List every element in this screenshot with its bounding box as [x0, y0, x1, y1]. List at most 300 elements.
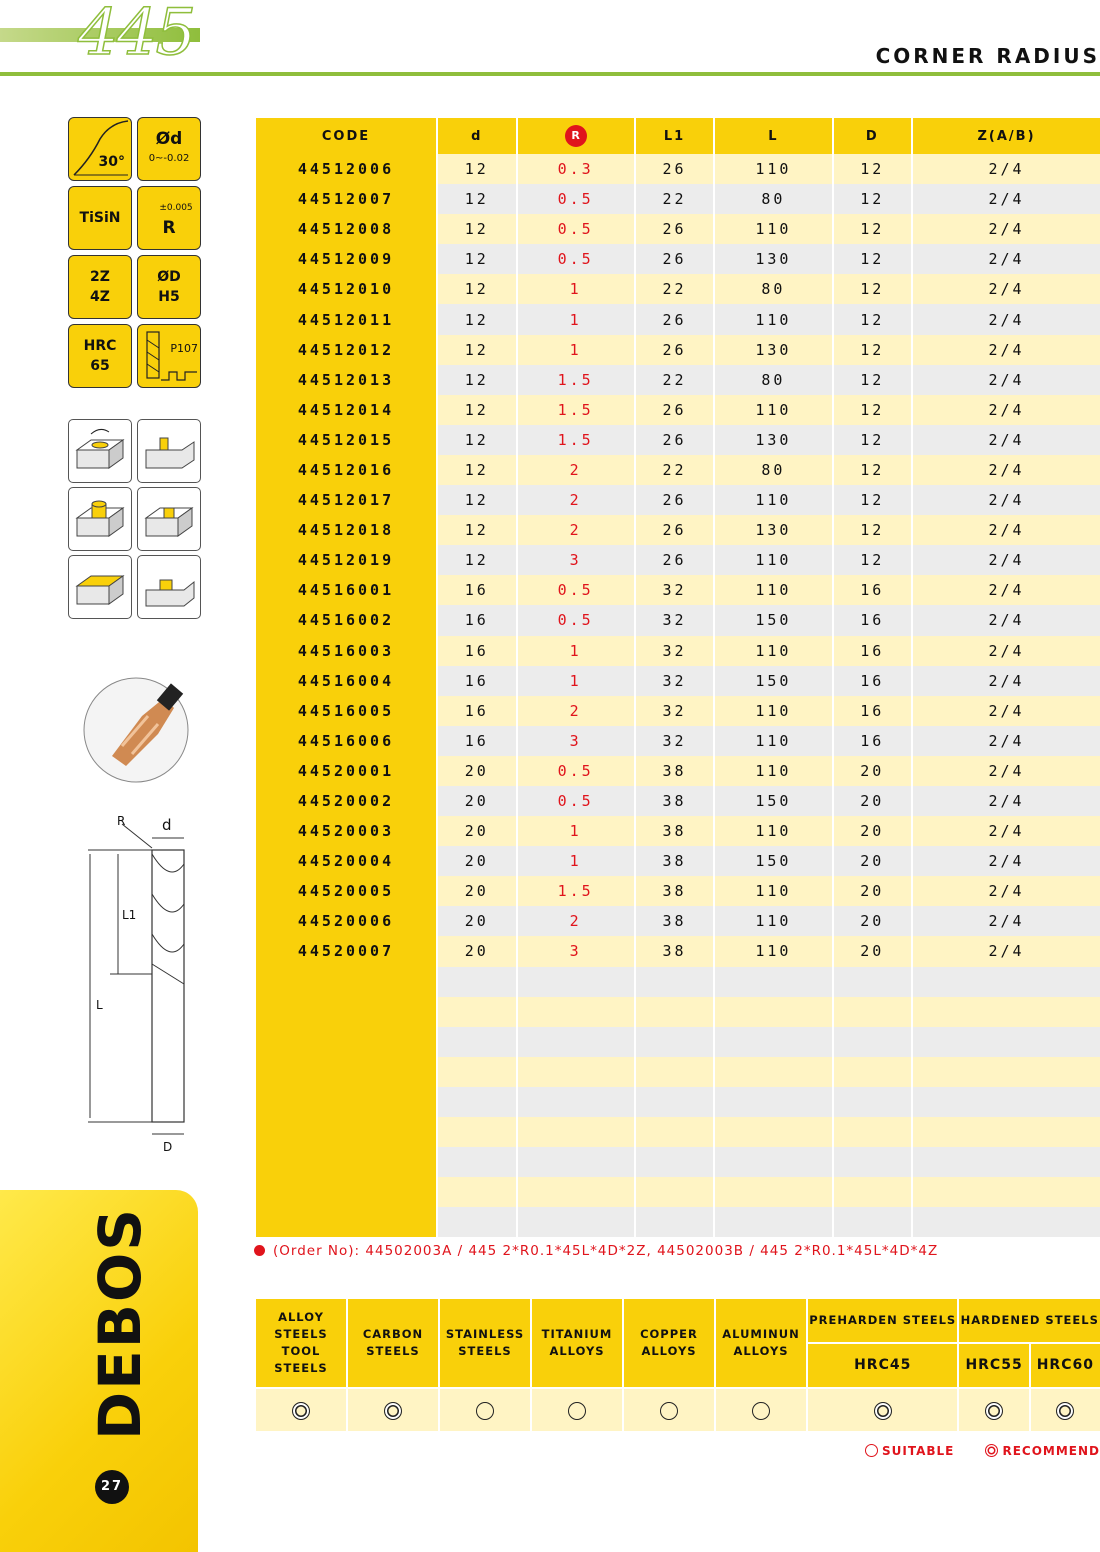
table-cell: 44512012: [256, 335, 436, 365]
table-cell: 12: [438, 154, 516, 184]
table-row: [256, 575, 1100, 605]
table-cell-empty: [636, 1087, 714, 1117]
rating-cell: [348, 1389, 438, 1431]
table-cell: 44512006: [256, 154, 436, 184]
table-cell: 12: [834, 515, 912, 545]
table-cell-empty: [636, 1207, 714, 1237]
table-cell: 20: [438, 876, 516, 906]
table-cell: 12: [438, 274, 516, 304]
table-cell: 2/4: [913, 726, 1100, 756]
table-cell: 12: [834, 455, 912, 485]
table-cell-empty: [913, 1207, 1100, 1237]
table-cell: 130: [715, 335, 831, 365]
header-divider: [0, 72, 1100, 76]
table-cell: 2/4: [913, 485, 1100, 515]
table-cell: 2/4: [913, 575, 1100, 605]
rating-cell: [532, 1389, 622, 1431]
table-cell-empty: [715, 997, 831, 1027]
mat-hrc55: HRC55: [959, 1344, 1028, 1387]
table-cell: 110: [715, 485, 831, 515]
table-row: [256, 726, 1100, 756]
diagram-label-l: L: [96, 998, 103, 1012]
table-cell: 16: [834, 605, 912, 635]
shank-tolerance-tile: [137, 255, 201, 319]
table-cell: 26: [636, 214, 714, 244]
table-cell: 1.5: [518, 395, 634, 425]
table-cell-empty: [438, 1027, 516, 1057]
table-cell: 44512017: [256, 485, 436, 515]
rating-cell: [716, 1389, 806, 1431]
bullet-icon: [254, 1245, 265, 1256]
table-cell-empty: [715, 1207, 831, 1237]
table-cell: 12: [438, 304, 516, 334]
table-cell: 16: [834, 666, 912, 696]
table-cell: 38: [636, 756, 714, 786]
table-cell: 16: [438, 575, 516, 605]
table-cell: 80: [715, 274, 831, 304]
mat-hardened-group: HARDENED STEELS: [959, 1299, 1100, 1342]
table-cell: 110: [715, 876, 831, 906]
table-cell: 38: [636, 876, 714, 906]
table-cell: 44520007: [256, 936, 436, 966]
mat-hrc45: HRC45: [808, 1344, 957, 1387]
table-row: [256, 214, 1100, 244]
col-r: [518, 118, 634, 154]
radius-label: R: [162, 218, 176, 238]
table-cell: 110: [715, 304, 831, 334]
operation-boss-icon: [68, 487, 132, 551]
table-cell: 44516004: [256, 666, 436, 696]
table-cell: 2/4: [913, 936, 1100, 966]
table-cell-empty: [256, 1147, 436, 1177]
table-row: [256, 154, 1100, 184]
table-cell: 12: [438, 365, 516, 395]
table-cell: 110: [715, 936, 831, 966]
table-cell: 110: [715, 816, 831, 846]
table-cell-empty: [518, 1147, 634, 1177]
table-cell: 26: [636, 304, 714, 334]
table-cell: 12: [834, 244, 912, 274]
table-cell: 44512011: [256, 304, 436, 334]
table-cell: 2/4: [913, 666, 1100, 696]
table-cell: 3: [518, 545, 634, 575]
table-cell: 12: [438, 425, 516, 455]
table-cell-empty: [636, 967, 714, 997]
table-cell-empty: [438, 1207, 516, 1237]
page-ref-value: P107: [170, 342, 198, 355]
diagram-label-d: d: [162, 816, 172, 834]
table-row: [256, 696, 1100, 726]
table-cell: 16: [438, 666, 516, 696]
table-cell: 44512014: [256, 395, 436, 425]
table-cell: 12: [834, 184, 912, 214]
table-cell: 16: [834, 575, 912, 605]
table-cell: 12: [834, 154, 912, 184]
table-cell-empty: [256, 1177, 436, 1207]
table-cell: 44520004: [256, 846, 436, 876]
table-cell: 26: [636, 425, 714, 455]
table-row: [256, 485, 1100, 515]
table-cell: 1: [518, 666, 634, 696]
table-cell: 12: [834, 365, 912, 395]
table-cell: 2/4: [913, 274, 1100, 304]
rating-row: [256, 1389, 1100, 1431]
helix-angle-tile: [68, 117, 132, 181]
table-cell: 38: [636, 906, 714, 936]
table-cell: 2/4: [913, 154, 1100, 184]
legend-recommend: RECOMMEND: [1002, 1444, 1100, 1458]
table-cell: 110: [715, 636, 831, 666]
table-cell-empty: [438, 1147, 516, 1177]
table-cell: 3: [518, 936, 634, 966]
table-cell-empty: [834, 967, 912, 997]
table-cell-empty: [518, 1087, 634, 1117]
suitable-icon: [568, 1402, 586, 1420]
table-cell-empty: [438, 1057, 516, 1087]
col-dd: D: [834, 118, 912, 154]
table-cell: 1: [518, 304, 634, 334]
table-cell-empty: [438, 997, 516, 1027]
table-cell: 3: [518, 726, 634, 756]
table-cell-empty: [715, 967, 831, 997]
rating-cell: [440, 1389, 530, 1431]
table-row: [256, 756, 1100, 786]
table-cell: 44516003: [256, 636, 436, 666]
legend: [865, 1444, 1100, 1458]
table-row: [256, 816, 1100, 846]
table-cell: 1.5: [518, 876, 634, 906]
table-cell-empty: [636, 1117, 714, 1147]
table-cell: 12: [438, 485, 516, 515]
mat-copper: COPPER ALLOYS: [624, 1299, 714, 1387]
suitable-icon: [752, 1402, 770, 1420]
table-cell: 2/4: [913, 636, 1100, 666]
table-cell: 2: [518, 515, 634, 545]
table-row: [256, 425, 1100, 455]
table-cell: 150: [715, 666, 831, 696]
tool-photo: [82, 676, 190, 784]
table-cell: 26: [636, 485, 714, 515]
table-cell-empty: [636, 1027, 714, 1057]
table-row-empty: [256, 1147, 1100, 1177]
recommend-icon: [1056, 1402, 1074, 1420]
table-cell-empty: [438, 967, 516, 997]
table-cell: 44512015: [256, 425, 436, 455]
table-cell: 38: [636, 786, 714, 816]
table-cell: 20: [834, 936, 912, 966]
table-cell: 20: [438, 786, 516, 816]
table-cell: 38: [636, 846, 714, 876]
table-cell: 22: [636, 455, 714, 485]
table-cell: 2/4: [913, 395, 1100, 425]
table-cell: 12: [834, 485, 912, 515]
radius-tolerance-tile: [137, 186, 201, 250]
suitable-icon: [865, 1444, 878, 1457]
table-cell-empty: [834, 1147, 912, 1177]
table-cell-empty: [438, 1087, 516, 1117]
diameter-label: Ød: [155, 129, 183, 149]
series-number: 445: [78, 0, 195, 70]
table-cell: 16: [834, 696, 912, 726]
table-cell: 110: [715, 696, 831, 726]
diameter-tolerance-tile: [137, 117, 201, 181]
table-cell: 110: [715, 545, 831, 575]
table-cell: 22: [636, 184, 714, 214]
table-cell-empty: [834, 1027, 912, 1057]
table-cell: 38: [636, 816, 714, 846]
table-cell: 2: [518, 906, 634, 936]
table-cell: 110: [715, 726, 831, 756]
recommend-icon: [985, 1444, 998, 1457]
table-cell: 16: [834, 726, 912, 756]
product-table: [254, 118, 1100, 1237]
table-cell: 44512013: [256, 365, 436, 395]
table-row: [256, 786, 1100, 816]
table-row-empty: [256, 1027, 1100, 1057]
diameter-tolerance-value: 0~-0.02: [148, 153, 190, 164]
table-cell: 12: [438, 184, 516, 214]
table-cell-empty: [715, 1117, 831, 1147]
table-cell: 44520006: [256, 906, 436, 936]
table-cell-empty: [438, 1117, 516, 1147]
coating-value: TiSiN: [79, 210, 121, 226]
mat-hrc60: HRC60: [1031, 1344, 1100, 1387]
table-row: [256, 304, 1100, 334]
hardness-value: 65: [90, 358, 110, 374]
table-cell-empty: [256, 1087, 436, 1117]
table-cell: 26: [636, 545, 714, 575]
hardness-tile: [68, 324, 132, 388]
table-cell: 12: [834, 545, 912, 575]
table-cell-empty: [913, 997, 1100, 1027]
table-cell-empty: [913, 967, 1100, 997]
table-cell: 0.5: [518, 214, 634, 244]
table-cell: 20: [438, 936, 516, 966]
table-row: [256, 365, 1100, 395]
table-cell: 12: [438, 515, 516, 545]
mat-alloy: ALLOY STEELS TOOL STEELS: [256, 1299, 346, 1387]
table-cell: 16: [834, 636, 912, 666]
table-cell: 44516002: [256, 605, 436, 635]
table-cell: 0.5: [518, 786, 634, 816]
flutes-tile: [68, 255, 132, 319]
table-row: [256, 605, 1100, 635]
table-cell-empty: [518, 967, 634, 997]
table-row-empty: [256, 1177, 1100, 1207]
rating-cell: [808, 1389, 957, 1431]
diagram-label-dd: D: [163, 1140, 173, 1154]
table-row: [256, 515, 1100, 545]
table-cell: 150: [715, 786, 831, 816]
table-cell: 32: [636, 696, 714, 726]
table-cell-empty: [256, 1057, 436, 1087]
table-cell: 12: [834, 274, 912, 304]
table-cell: 22: [636, 274, 714, 304]
table-cell-empty: [715, 1087, 831, 1117]
order-note-text: (Order No): 44502003A / 445 2*R0.1*45L*4D*2Z, 44502003B / 445 2*R0.1*45L*4D*4Z: [273, 1243, 939, 1259]
table-cell-empty: [518, 1057, 634, 1087]
table-cell: 12: [834, 395, 912, 425]
table-cell: 1: [518, 636, 634, 666]
table-row: [256, 936, 1100, 966]
table-cell: 1.5: [518, 425, 634, 455]
table-cell-empty: [518, 1177, 634, 1207]
table-row: [256, 244, 1100, 274]
flutes-2z: 2Z: [90, 269, 110, 285]
table-cell: 0.5: [518, 756, 634, 786]
table-cell-empty: [834, 997, 912, 1027]
table-cell: 12: [438, 214, 516, 244]
table-cell: 22: [636, 365, 714, 395]
table-cell: 130: [715, 244, 831, 274]
table-cell: 26: [636, 395, 714, 425]
table-row-empty: [256, 967, 1100, 997]
table-cell-empty: [256, 1027, 436, 1057]
table-cell: 26: [636, 335, 714, 365]
table-cell: 110: [715, 154, 831, 184]
operation-step-icon: [137, 555, 201, 619]
table-cell: 2: [518, 485, 634, 515]
table-cell: 20: [834, 816, 912, 846]
table-cell-empty: [715, 1147, 831, 1177]
brand-logo: DEBOS: [86, 1206, 154, 1440]
table-row-empty: [256, 1207, 1100, 1237]
table-cell: 12: [834, 304, 912, 334]
table-row-empty: [256, 1087, 1100, 1117]
table-cell-empty: [834, 1207, 912, 1237]
table-cell: 130: [715, 425, 831, 455]
table-cell: 32: [636, 666, 714, 696]
table-cell: 44516001: [256, 575, 436, 605]
table-cell: 110: [715, 906, 831, 936]
table-cell: 16: [438, 726, 516, 756]
flutes-4z: 4Z: [90, 289, 110, 305]
r-badge: R: [565, 125, 587, 147]
table-row-empty: [256, 997, 1100, 1027]
table-header-row: [256, 118, 1100, 154]
table-cell-empty: [518, 1117, 634, 1147]
table-row: [256, 906, 1100, 936]
suitable-icon: [476, 1402, 494, 1420]
table-cell: 32: [636, 605, 714, 635]
table-cell-empty: [834, 1087, 912, 1117]
mat-stainless: STAINLESS STEELS: [440, 1299, 530, 1387]
page-number: 27: [95, 1470, 129, 1504]
table-cell: 12: [438, 455, 516, 485]
table-cell: 1: [518, 846, 634, 876]
table-cell-empty: [256, 1117, 436, 1147]
table-row: [256, 846, 1100, 876]
table-cell: 2/4: [913, 545, 1100, 575]
col-d: d: [438, 118, 516, 154]
table-row: [256, 274, 1100, 304]
operation-face-milling-icon: [68, 419, 132, 483]
col-code: CODE: [256, 118, 436, 154]
diagram-label-r: R: [117, 814, 126, 828]
table-cell: 1: [518, 335, 634, 365]
col-l1: L1: [636, 118, 714, 154]
table-cell: 2: [518, 696, 634, 726]
table-row-empty: [256, 1057, 1100, 1087]
table-cell-empty: [913, 1057, 1100, 1087]
table-cell-empty: [438, 1177, 516, 1207]
table-cell: 16: [438, 636, 516, 666]
table-cell: 12: [438, 545, 516, 575]
coating-tile: [68, 186, 132, 250]
page-title: CORNER RADIUS: [875, 44, 1100, 68]
table-cell-empty: [913, 1147, 1100, 1177]
table-cell: 110: [715, 756, 831, 786]
legend-suitable: SUITABLE: [882, 1444, 955, 1458]
table-cell-empty: [913, 1117, 1100, 1147]
table-cell: 1.5: [518, 365, 634, 395]
table-cell: 44516006: [256, 726, 436, 756]
table-cell-empty: [913, 1177, 1100, 1207]
table-cell: 80: [715, 184, 831, 214]
table-cell: 2/4: [913, 846, 1100, 876]
table-cell: 44512008: [256, 214, 436, 244]
rating-cell: [624, 1389, 714, 1431]
table-cell: 44512010: [256, 274, 436, 304]
table-cell: 20: [438, 816, 516, 846]
table-cell-empty: [518, 997, 634, 1027]
table-cell: 2/4: [913, 244, 1100, 274]
table-cell-empty: [636, 997, 714, 1027]
table-cell: 20: [834, 846, 912, 876]
table-cell: 44516005: [256, 696, 436, 726]
table-cell: 12: [438, 244, 516, 274]
table-cell-empty: [715, 1027, 831, 1057]
table-cell: 12: [438, 335, 516, 365]
table-row-empty: [256, 1117, 1100, 1147]
table-cell: 38: [636, 936, 714, 966]
table-cell: 44512019: [256, 545, 436, 575]
table-cell: 1: [518, 274, 634, 304]
hardness-label: HRC: [83, 338, 117, 354]
table-cell-empty: [256, 997, 436, 1027]
table-cell-empty: [913, 1027, 1100, 1057]
table-cell-empty: [256, 967, 436, 997]
table-cell: 150: [715, 846, 831, 876]
page-ref-tile: [137, 324, 201, 388]
table-cell: 26: [636, 154, 714, 184]
table-cell: 2: [518, 455, 634, 485]
table-cell: 32: [636, 636, 714, 666]
table-cell: 2/4: [913, 696, 1100, 726]
table-cell: 130: [715, 515, 831, 545]
operation-planing-icon: [68, 555, 132, 619]
table-cell: 20: [438, 906, 516, 936]
table-cell: 2/4: [913, 365, 1100, 395]
table-cell: 16: [438, 605, 516, 635]
table-cell: 44512009: [256, 244, 436, 274]
table-cell: 20: [834, 786, 912, 816]
table-cell: 0.5: [518, 575, 634, 605]
table-cell: 2/4: [913, 906, 1100, 936]
shank-label: ØD: [157, 269, 181, 285]
table-cell: 12: [834, 425, 912, 455]
table-cell: 20: [834, 906, 912, 936]
table-row: [256, 666, 1100, 696]
table-row: [256, 876, 1100, 906]
table-cell-empty: [518, 1207, 634, 1237]
table-cell: 44520005: [256, 876, 436, 906]
table-row: [256, 545, 1100, 575]
table-cell: 26: [636, 515, 714, 545]
table-cell: 2/4: [913, 455, 1100, 485]
operation-pocket-icon: [137, 487, 201, 551]
rating-cell: [256, 1389, 346, 1431]
